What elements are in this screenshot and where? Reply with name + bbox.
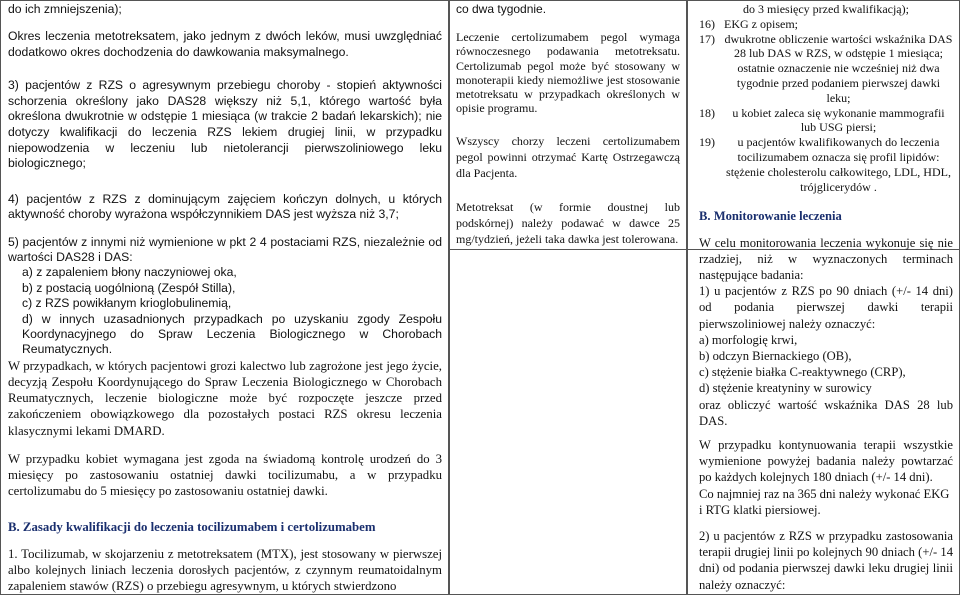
list-item-4: 4) pacjentów z RZS z dominującym zajęciem kończyn dolnych, u których aktywność choroby wyrażona współczynnikiem DAS jest wyższa niż 3,7;: [8, 191, 442, 222]
list-item-1e: oraz obliczyć wartość wskaźnika DAS 28 lub DAS.: [699, 397, 953, 428]
paragraph-b1: 1. Tocilizumab, w skojarzeniu z metotreksatem (MTX), jest stosowany w pierwszej albo kolejnych liniach leczenia dorosłych pacjentów, z czynnym reumatoidalnym zapaleniem stawów (RZS) o przebiegu agresywnym, u których stwierdzono: [8, 546, 442, 594]
paragraph-okres: Okres leczenia metotreksatem, jako jednym z dwóch leków, musi uwzględniać dodatkowo okres dochodzenia do dawkowania maksymalnego.: [8, 29, 442, 59]
text-line: do 3 miesięcy przed kwalifikacją);: [743, 2, 909, 16]
paragraph-karta: Wszyscy chorzy leczeni certolizumabem pegol powinni otrzymać Kartę Ostrzegawczą dla Pacjenta.: [456, 134, 680, 181]
text-line: co dwa tygodnie.: [456, 2, 547, 16]
list-item-1: 1) u pacjentów z RZS po 90 dniach (+/- 14 dni) od podania pierwszej dawki terapii pierwszoliniowej należy oznaczyć:: [699, 284, 953, 331]
paragraph-ekg: Co najmniej raz na 365 dni należy wykonać EKG i RTG klatki piersiowej.: [699, 486, 950, 517]
list-item-19: 19) u pacjentów kwalifikowanych do leczenia tocilizumabem oznacza się profil lipidów: stężenie cholesterolu całkowitego, LDL, HDL, trójglicerydów .: [699, 135, 951, 194]
list-item-1c: c) stężenie białka C-reaktywnego (CRP),: [699, 365, 906, 380]
paragraph-certolizumab: Leczenie certolizumabem pegol wymaga równoczesnego podawania metotreksatu. Certolizumab pegol może być stosowany w monoterapii kiedy niemożliwe jest stosowanie metotreksatu w przypadkach określonych w opisie programu.: [456, 30, 680, 116]
list-item-1a: a) morfologię krwi,: [699, 332, 798, 347]
list-item-5: 5) pacjentów z innymi niż wymienione w pkt 2 4 postaciami RZS, niezależnie od wartości DAS28 i DAS:: [8, 234, 442, 264]
paragraph-metotreksat: Metotreksat (w formie doustnej lub podskórnej) należy podawać w dawce 25 mg/tydzień, jeżeli taka dawka jest tolerowana.: [456, 200, 680, 247]
column-left: [0, 0, 449, 595]
paragraph-monitorowanie: W celu monitorowania leczenia wykonuje się nie rzadziej, niż w wyznaczonych terminach następujące badania:: [699, 235, 953, 282]
list-item-18: 18) u kobiet zaleca się wykonanie mammografii lub USG piersi;: [699, 105, 945, 135]
section-heading-monitorowanie: B. Monitorowanie leczenia: [699, 209, 842, 224]
list-item-1d: d) stężenie kreatyniny w surowicy: [699, 381, 872, 396]
list-item-5c: c) z RZS powikłanym krioglobulinemią,: [22, 296, 232, 311]
list-item-3: 3) pacjentów z RZS o agresywnym przebiegu choroby - stopień aktywności schorzenia określony jako DAS28 większy niż 5,1, którego wartość była określona dwukrotnie w odstępie 1 miesiąca (w trakcie 2 badań lekarskich); nie dotyczy kwalifikacji do leczenia RZS lekiem drugiej linii, w przypadku niepowodzenia w leczeniu lub nietolerancji pierwszoliniowego leku biologicznego;: [8, 78, 442, 171]
list-item-5d: d) w innych uzasadnionych przypadkach po uzyskaniu zgody Zespołu Koordynacyjnego do Spraw Leczenia Biologicznego w Chorobach Reumatycznych.: [22, 311, 442, 357]
list-item-2: 2) u pacjentów z RZS w przypadku zastosowania terapii drugiej linii po kolejnych 90 dniach (+/- 14 dni) od podania pierwszej dawki leku drugiej linii należy oznaczyć:: [699, 529, 953, 592]
paragraph-kobiety: W przypadku kobiet wymagana jest zgoda na świadomą kontrolę urodzeń do 3 miesięcy po zastosowaniu ostatniej dawki tocilizumabu, a w przypadku certolizumabu do 5 miesięcy po zastosowaniu ostatniej dawki.: [8, 451, 442, 499]
list-item-16: 16) EKG z opisem;: [699, 16, 798, 31]
list-item-5a: a) z zapaleniem błony naczyniowej oka,: [22, 265, 237, 280]
list-item-17: 17) dwukrotne obliczenie wartości wskaźnika DAS 28 lub DAS w RZS, w odstępie 1 miesiąca; ostatnie oznaczenie nie wcześniej niż dwa tygodnie przed podaniem pierwszej dawki leku;: [699, 31, 953, 105]
column-right: [687, 0, 960, 595]
paragraph-kontynuacja: W przypadku kontynuowania terapii wszystkie wymienione powyżej badania należy powtarzać po każdych kolejnych 180 dniach (+/- 14 dni).: [699, 438, 953, 485]
paragraph-przypadki: W przypadkach, w których pacjentowi grozi kalectwo lub zagrożone jest jego życie, decyzją Zespołu Koordynującego do Spraw Leczenia Biologicznego w Chorobach Reumatycznych, leczenie biologiczne może być rozpoczęte jeszcze przed zakończeniem obowiązkowego dla pozostałych postaci RZS okresu leczenia klasycznymi lekami DMARD.: [8, 358, 442, 438]
text-line: do ich zmniejszenia);: [8, 2, 122, 16]
section-heading-b: B. Zasady kwalifikacji do leczenia tocilizumabem i certolizumabem: [8, 520, 376, 535]
list-item-1b: b) odczyn Biernackiego (OB),: [699, 348, 852, 363]
column-middle: [449, 0, 687, 595]
list-item-5b: b) z postacią uogólnioną (Zespół Stilla),: [22, 280, 236, 295]
